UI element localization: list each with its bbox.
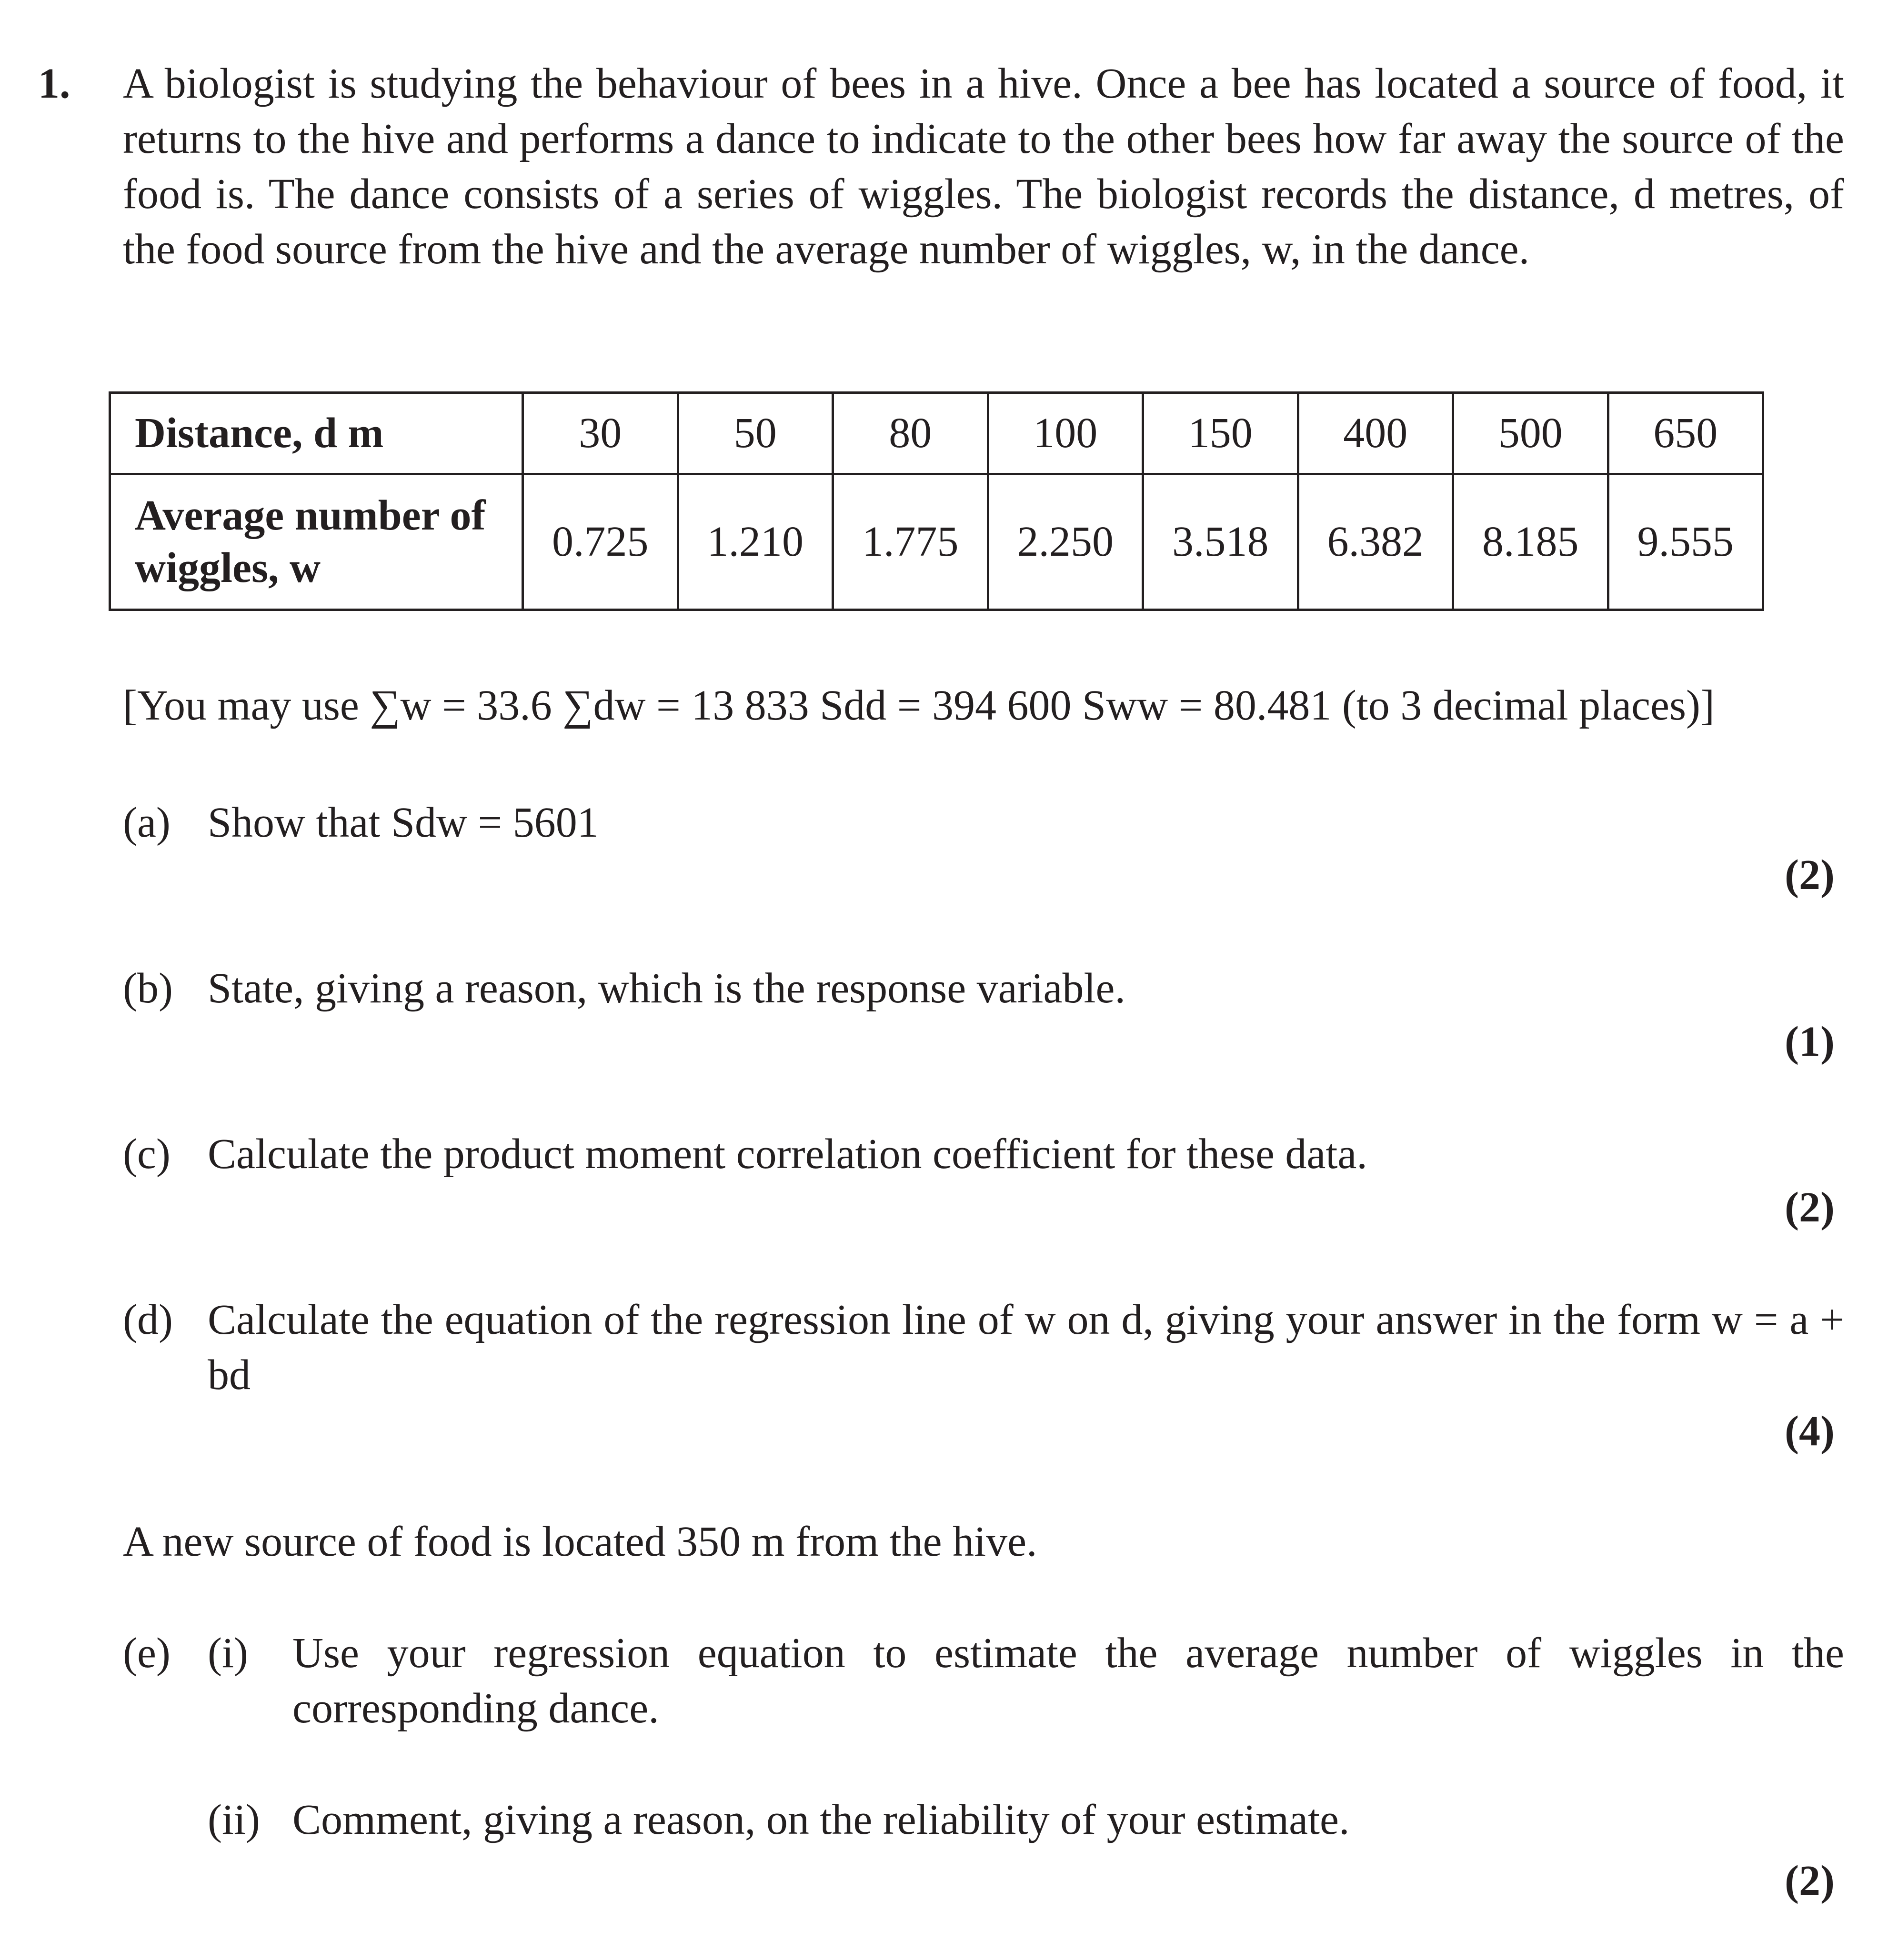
wiggles-row: [110, 474, 1763, 610]
wiggles-cell: 1.210: [678, 474, 833, 610]
summary-statistics-hint: [You may use ∑w = 33.6 ∑dw = 13 833 Sdd = 394 600 Sww = 80.481 (to 3 decimal places)]: [123, 682, 1715, 729]
distance-cell: 80: [833, 393, 988, 474]
question-intro: [123, 56, 1844, 277]
distance-cell: 30: [523, 393, 678, 474]
part-e-i-label: (i): [208, 1630, 248, 1677]
part-c-label: (c): [123, 1130, 171, 1178]
part-d-label: (d): [123, 1296, 173, 1343]
distance-row: [110, 393, 1763, 474]
part-d-marks: (4): [1785, 1408, 1835, 1455]
part-a-label: (a): [123, 799, 171, 846]
part-c: [123, 1127, 1367, 1182]
part-e-ii-label: (ii): [208, 1796, 260, 1843]
distance-cell: 100: [988, 393, 1143, 474]
wiggles-cell: 9.555: [1608, 474, 1763, 610]
wiggles-cell: 3.518: [1143, 474, 1298, 610]
part-b-marks: (1): [1785, 1018, 1835, 1065]
distance-cell: 650: [1608, 393, 1763, 474]
question-number: 1.: [38, 60, 70, 107]
distance-row-label: Distance, d m: [110, 393, 523, 474]
part-b-text: State, giving a reason, which is the response variable.: [208, 965, 1125, 1012]
wiggles-cell: 6.382: [1298, 474, 1453, 610]
wiggles-cell: 1.775: [833, 474, 988, 610]
wiggles-cell: 8.185: [1453, 474, 1608, 610]
wiggles-cell: 2.250: [988, 474, 1143, 610]
part-e-ii-text: Comment, giving a reason, on the reliability of your estimate.: [292, 1796, 1350, 1843]
distance-cell: 150: [1143, 393, 1298, 474]
part-e-label: (e): [123, 1630, 171, 1677]
part-c-marks: (2): [1785, 1184, 1835, 1231]
part-a: [123, 795, 599, 850]
part-a-marks: (2): [1785, 851, 1835, 899]
wiggles-cell: 0.725: [523, 474, 678, 610]
distance-cell: 50: [678, 393, 833, 474]
part-d-text: Calculate the equation of the regression line of w on d, giving your answer in the form w = a + bd: [208, 1296, 1844, 1399]
part-b-label: (b): [123, 965, 173, 1012]
part-e-i-text: Use your regression equation to estimate the average number of wiggles in the corresponding dance.: [292, 1630, 1844, 1732]
new-source-statement: A new source of food is located 350 m from the hive.: [123, 1518, 1037, 1565]
wiggles-row-label: Average number of wiggles, w: [110, 474, 523, 610]
intro-text: A biologist is studying the behaviour of bees in a hive. Once a bee has located a source of food, it returns to the hive and performs a dance to indicate to the other bees how far away the source of the food is. The dance consists of a series of wiggles. The biologist records the distance, d metres, of the food source from the hive and the average number of wiggles, w, in the dance.: [123, 60, 1844, 273]
part-b: [123, 961, 1125, 1016]
distance-cell: 500: [1453, 393, 1608, 474]
part-a-text: Show that Sdw = 5601: [208, 799, 599, 846]
data-table: [109, 391, 1764, 611]
distance-cell: 400: [1298, 393, 1453, 474]
part-e-marks: (2): [1785, 1857, 1835, 1904]
part-c-text: Calculate the product moment correlation coefficient for these data.: [208, 1130, 1367, 1178]
